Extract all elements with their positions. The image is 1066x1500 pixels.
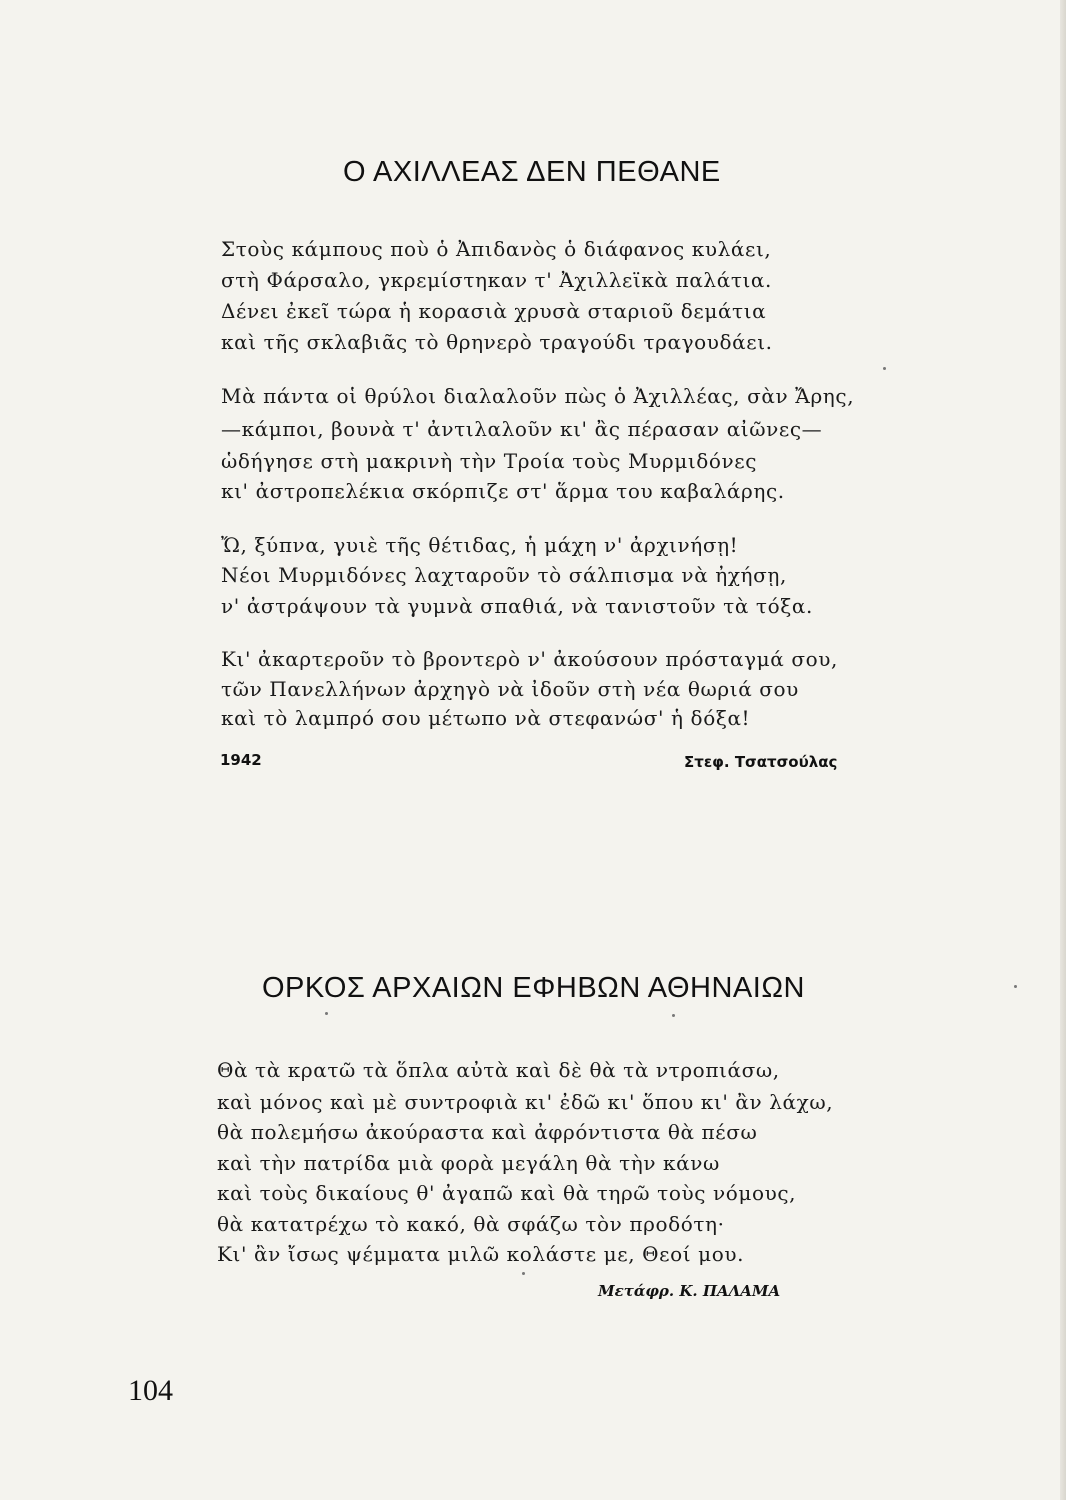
poem1-line: Μὰ πάντα οἱ θρύλοι διαλαλοῦν πὼς ὁ Ἀχιλλέας, σὰν Ἄρης, (221, 384, 855, 408)
poem2-line: θὰ πολεμήσω ἀκούραστα καὶ ἀφρόντιστα θὰ πέσω (217, 1120, 758, 1144)
ink-speck (883, 367, 886, 370)
poem1-line: Στοὺς κάμπους ποὺ ὁ Ἀπιδανὸς ὁ διάφανος κυλάει, (221, 237, 772, 261)
poem2-line: καὶ τὴν πατρίδα μιὰ φορὰ μεγάλη θὰ τὴν κάνω (217, 1151, 720, 1175)
poem1-line: Δένει ἐκεῖ τώρα ἡ κορασιὰ χρυσὰ σταριοῦ δεμάτια (221, 299, 767, 323)
poem1-line: Ὤ, ξύπνα, γυιὲ τῆς θέτιδας, ἡ μάχη ν' ἀρχινήσῃ! (221, 533, 739, 557)
poem1-line: Κι' ἀκαρτεροῦν τὸ βροντερὸ ν' ἀκούσουν πρόσταγμά σου, (221, 647, 838, 671)
page-number: 104 (128, 1374, 173, 1407)
poem1-line: στὴ Φάρσαλο, γκρεμίστηκαν τ' Ἀχιλλεϊκὰ παλάτια. (221, 268, 772, 292)
poem1-author: Στεφ. Τσατσούλας (684, 753, 838, 771)
poem1-title: Ο ΑΧΙΛΛΕΑΣ ΔΕΝ ΠΕΘΑΝΕ (343, 156, 721, 188)
poem1-line: —κάμποι, βουνὰ τ' ἀντιλαλοῦν κι' ἂς πέρασαν αἰῶνες— (221, 417, 823, 441)
poem2-title: ΟΡΚΟΣ ΑΡΧΑΙΩΝ ΕΦΗΒΩΝ ΑΘΗΝΑΙΩΝ (262, 972, 805, 1004)
poem1-line: κι' ἀστροπελέκια σκόρπιζε στ' ἅρμα του καβαλάρης. (221, 479, 785, 503)
poem1-line: καὶ τῆς σκλαβιᾶς τὸ θρηνερὸ τραγούδι τραγουδάει. (221, 330, 773, 354)
poem1-line: καὶ τὸ λαμπρό σου μέτωπο νὰ στεφανώσ' ἡ δόξα! (221, 706, 751, 730)
poem2-line: καὶ μόνος καὶ μὲ συντροφιὰ κι' ἐδῶ κι' ὅπου κι' ἂν λάχω, (217, 1090, 834, 1114)
ink-speck (325, 1012, 328, 1015)
poem1-line: ν' ἀστράψουν τὰ γυμνὰ σπαθιά, νὰ τανιστοῦν τὰ τόξα. (221, 594, 813, 618)
page-edge (1060, 0, 1066, 1500)
poem1-line: τῶν Πανελλήνων ἀρχηγὸ νὰ ἰδοῦν στὴ νέα θωριά σου (221, 677, 799, 701)
poem1-year: 1942 (220, 751, 262, 769)
poem2-line: Κι' ἂν ἴσως ψέμματα μιλῶ κολάστε με, Θεοί μου. (217, 1242, 745, 1266)
poem1-line: Νέοι Μυρμιδόνες λαχταροῦν τὸ σάλπισμα νὰ ἠχήσῃ, (221, 563, 787, 587)
ink-speck (1014, 985, 1017, 988)
poem1-line: ὡδήγησε στὴ μακρινὴ τὴν Τροία τοὺς Μυρμιδόνες (221, 449, 758, 473)
ink-speck (522, 1272, 525, 1275)
poem2-line: Θὰ τὰ κρατῶ τὰ ὅπλα αὐτὰ καὶ δὲ θὰ τὰ ντροπιάσω, (217, 1058, 780, 1082)
ink-speck (672, 1014, 675, 1017)
poem2-line: θὰ κατατρέχω τὸ κακό, θὰ σφάζω τὸν προδότη· (217, 1212, 725, 1236)
poem2-line: καὶ τοὺς δικαίους θ' ἀγαπῶ καὶ θὰ τηρῶ τοὺς νόμους, (217, 1181, 797, 1205)
poem2-credit: Μετάφρ. Κ. ΠΑΛΑΜΑ (598, 1282, 781, 1300)
